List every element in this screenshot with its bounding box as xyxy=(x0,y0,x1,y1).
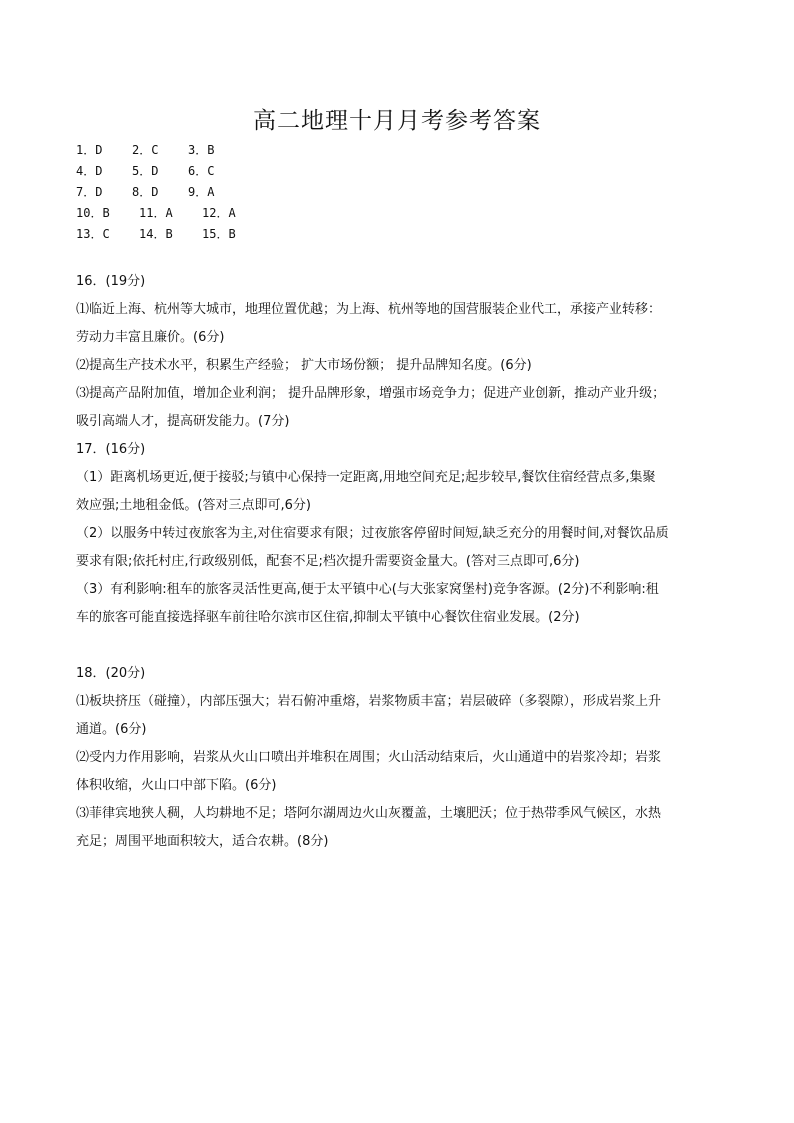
answer-line: （2）以服务中转过夜旅客为主,对住宿要求有限；过夜旅客停留时间短,缺乏充分的用餐时间,对餐饮品质 xyxy=(76,526,669,541)
choice-answer: 12．A xyxy=(202,206,236,220)
answer-line: ⑴板块挤压（碰撞），内部压强大；岩石俯冲重熔，岩浆物质丰富；岩层破碎（多裂隙），形成岩浆上升 xyxy=(76,694,662,709)
multiple-choice-answers xyxy=(76,140,236,245)
answer-line: （3）有利影响:租车的旅客灵活性更高,便于太平镇中心(与大张家窝堡村)竞争客源。(2分)不利影响:租 xyxy=(76,582,659,597)
choice-answer: 13．C xyxy=(76,227,110,241)
choice-answer: 3．B xyxy=(188,143,215,157)
choice-answer: 6．C xyxy=(188,164,215,178)
question-18-answer xyxy=(76,660,726,856)
choice-row xyxy=(76,203,236,224)
choice-answer: 9．A xyxy=(188,185,215,199)
answer-line: 劳动力丰富且廉价。(6分) xyxy=(76,330,225,345)
answer-line: 效应强;土地租金低。(答对三点即可,6分) xyxy=(76,498,311,513)
choice-answer: 15．B xyxy=(202,227,236,241)
choice-row xyxy=(76,140,236,161)
answer-line: ⑴临近上海、杭州等大城市，地理位置优越；为上海、杭州等地的国营服装企业代工，承接产业转移： xyxy=(76,302,662,317)
question-heading: 17．(16分) xyxy=(76,442,146,457)
answer-line: 车的旅客可能直接选择驱车前往哈尔滨市区住宿,抑制太平镇中心餐饮住宿业发展。(2分) xyxy=(76,610,580,625)
choice-row xyxy=(76,224,236,245)
choice-answer: 5．D xyxy=(132,164,159,178)
choice-answer: 2．C xyxy=(132,143,159,157)
choice-answer: 7．D xyxy=(76,185,103,199)
question-heading: 18．(20分) xyxy=(76,666,146,681)
question-heading: 16．(19分) xyxy=(76,274,146,289)
question-16-answer xyxy=(76,268,726,436)
choice-answer: 1．D xyxy=(76,143,103,157)
answer-line: ⑵提高生产技术水平，积累生产经验； 扩大市场份额； 提升品牌知名度。(6分) xyxy=(76,358,532,373)
answer-line: ⑵受内力作用影响，岩浆从火山口喷出并堆积在周围；火山活动结束后，火山通道中的岩浆冷却；岩浆 xyxy=(76,750,662,765)
answer-line: 充足；周围平地面积较大，适合农耕。(8分) xyxy=(76,834,329,849)
answer-line: 体积收缩，火山口中部下陷。(6分) xyxy=(76,778,277,793)
choice-answer: 8．D xyxy=(132,185,159,199)
choice-answer: 14．B xyxy=(139,227,173,241)
choice-answer: 10．B xyxy=(76,206,110,220)
choice-answer: 11．A xyxy=(139,206,173,220)
choice-row xyxy=(76,161,236,182)
question-17-answer xyxy=(76,436,726,632)
page-title: 高二地理十月月考参考答案 xyxy=(253,108,541,134)
choice-answer: 4．D xyxy=(76,164,103,178)
choice-row xyxy=(76,182,236,203)
answer-line: 吸引高端人才，提高研发能力。(7分) xyxy=(76,414,290,429)
answer-line: 要求有限;依托村庄,行政级别低，配套不足;档次提升需要资金量大。(答对三点即可,6分) xyxy=(76,554,580,569)
answer-line: ⑶菲律宾地狭人稠，人均耕地不足；塔阿尔湖周边火山灰覆盖，土壤肥沃；位于热带季风气候区，水热 xyxy=(76,806,662,821)
answer-line: 通道。(6分) xyxy=(76,722,147,737)
answer-line: （1）距离机场更近,便于接驳;与镇中心保持一定距离,用地空间充足;起步较早,餐饮住宿经营点多,集聚 xyxy=(76,470,656,485)
answer-line: ⑶提高产品附加值，增加企业利润； 提升品牌形象，增强市场竞争力；促进产业创新，推动产业升级； xyxy=(76,386,666,401)
